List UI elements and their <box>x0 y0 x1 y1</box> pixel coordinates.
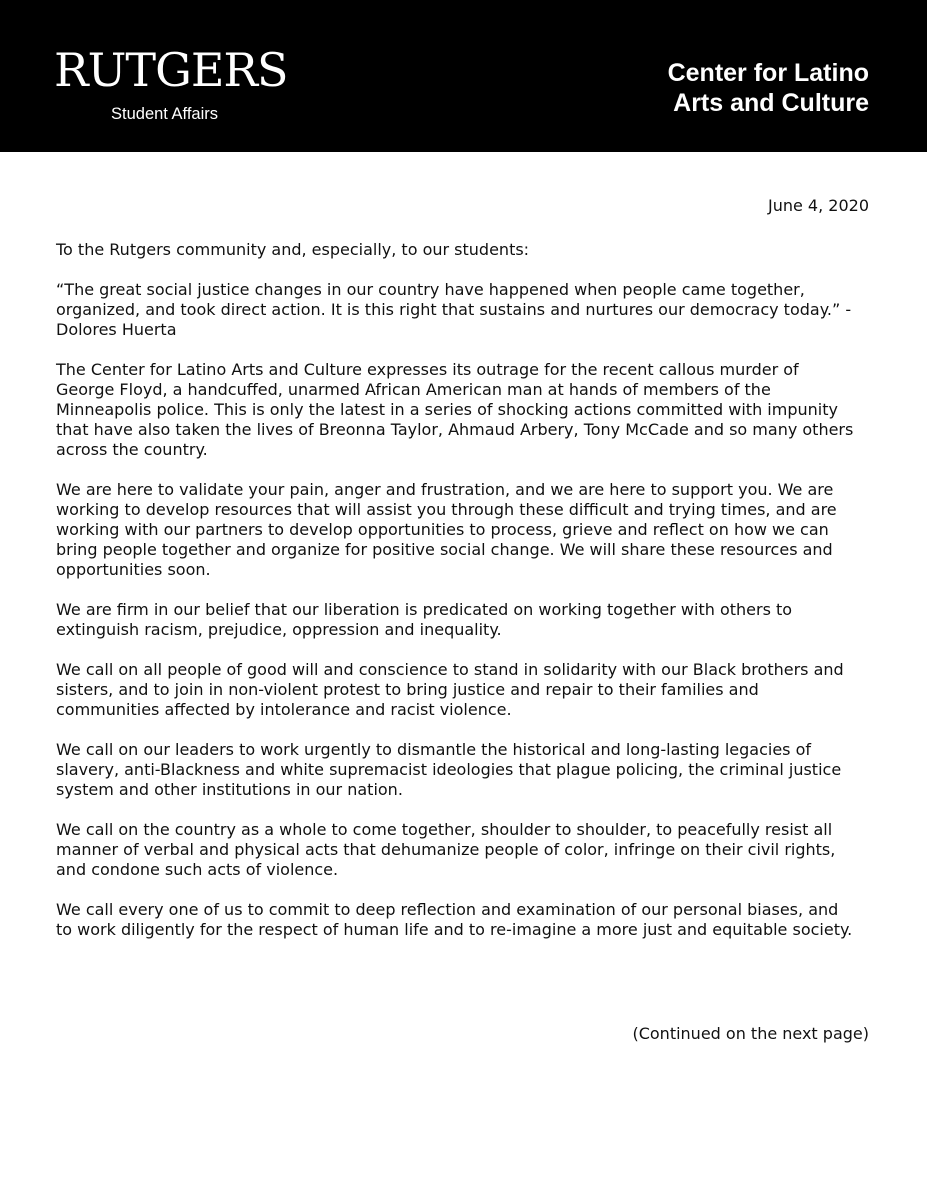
letter-body <box>56 240 856 960</box>
continued-note: (Continued on the next page) <box>632 1024 869 1043</box>
paragraph-quote: “The great social justice changes in our country have happened when people came together, organized, and took direct action. It is this right that sustains and nurtures our democracy today.” -Dolores Huerta <box>56 280 852 339</box>
paragraph-outrage: The Center for Latino Arts and Culture expresses its outrage for the recent callous murder of George Floyd, a handcuffed, unarmed African American man at hands of members of the Minneapolis police. This is only the latest in a series of shocking actions committed with impunity that have also taken the lives of Breonna Taylor, Ahmaud Arbery, Tony McCade and so many others across the country. <box>56 360 854 459</box>
rutgers-wordmark: RUTGERS <box>54 43 288 97</box>
rutgers-student-affairs-logo <box>54 43 288 134</box>
center-name-line-2: Arts and Culture <box>673 89 869 117</box>
letterhead-band <box>0 0 927 152</box>
paragraph-leaders: We call on our leaders to work urgently to dismantle the historical and long-lasting legacies of slavery, anti-Blackness and white supremacist ideologies that plague policing, the criminal justice system and other institutions in our nation. <box>56 740 842 799</box>
paragraph-country: We call on the country as a whole to come together, shoulder to shoulder, to peacefully resist all manner of verbal and physical acts that dehumanize people of color, infringe on their civil rights, and condone such acts of violence. <box>56 820 836 879</box>
letter-date: June 4, 2020 <box>768 196 869 215</box>
center-name <box>549 58 869 118</box>
paragraph-reflection: We call every one of us to commit to deep reflection and examination of our personal biases, and to work diligently for the respect of human life and to re-imagine a more just and equitable society. <box>56 900 853 939</box>
logo-subtitle: Student Affairs <box>111 105 219 123</box>
paragraph-solidarity: We call on all people of good will and conscience to stand in solidarity with our Black brothers and sisters, and to join in non-violent protest to bring justice and repair to their families and communities affected by intolerance and racist violence. <box>56 660 844 719</box>
paragraph-support: We are here to validate your pain, anger and frustration, and we are here to support you. We are working to develop resources that will assist you through these difficult and trying times, and are working with our partners to develop opportunities to process, grieve and reflect on how we can bring people together and organize for positive social change. We will share these resources and opportunities soon. <box>56 480 837 579</box>
center-name-line-1: Center for Latino <box>667 59 869 87</box>
paragraph-belief: We are firm in our belief that our liberation is predicated on working together with others to extinguish racism, prejudice, oppression and inequality. <box>56 600 793 639</box>
salutation: To the Rutgers community and, especially, to our students: <box>56 240 530 259</box>
